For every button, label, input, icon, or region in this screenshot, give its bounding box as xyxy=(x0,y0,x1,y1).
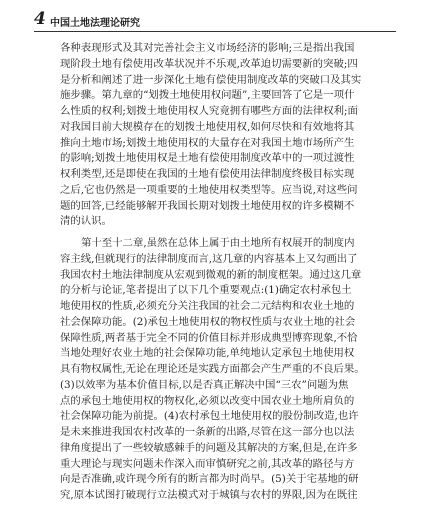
text-line: 当地处理好农业土地的社会保障功能,单纯地认定承包土地使用权 xyxy=(60,347,355,360)
page-number: 4 xyxy=(34,9,46,29)
text-line: 点的承包土地使用权的物权化,必须以改变中国农业土地所肩负的 xyxy=(60,394,355,407)
text-line: 保障性质,两者基于完全不同的价值目标并形成典型博弈现象,不恰 xyxy=(60,331,358,344)
text-line: 推向土地市场;划拨土地使用权的大量存在对我国土地市场所产生 xyxy=(60,136,355,149)
header-rule xyxy=(34,31,396,32)
text-line: 究,原本试图打破现行立法模式对于城镇与农村的界限,因为在既往 xyxy=(60,489,358,501)
text-line: 之后,它也仍然是一项重要的土地使用权类型等。应当说,对这些问 xyxy=(60,183,358,196)
text-line: 的影响;划拨土地使用权是土地有偿使用制度改革中的一项过渡性 xyxy=(60,152,355,165)
text-line: 地使用权的性质,必须充分关注我国的社会二元结构和农业土地的 xyxy=(60,300,355,312)
text-line: 重大理论与现实问题未作深入而审慎研究之前,其改革的路径与方 xyxy=(60,457,355,470)
text-line: 对我国目前大规模存在的划拨土地使用权,如何尽快和有效地将其 xyxy=(60,120,355,133)
text-line: 第十至十二章,虽然在总体上属于由土地所有权展开的制度内 xyxy=(81,237,355,249)
text-line: 权利类型,还是即使在我国的土地有偿使用法律制度终极目标实现 xyxy=(60,168,355,180)
text-line: 是未来推进我国农村改革的一条新的出路,尽管在这一部分也以法 xyxy=(60,426,355,438)
body-text xyxy=(60,41,392,504)
running-header xyxy=(34,9,396,30)
text-line: 向是否准确,或许现今所有的断言都为时尚早。(5)关于宅基地的研 xyxy=(60,473,359,486)
text-line: 律角度提出了一些较敏感棘手的问题及其解决的方案,但是,在许多 xyxy=(60,441,358,454)
text-line: 是分析和阐述了进一步深化土地有偿使用制度改革的突破口及其实 xyxy=(60,73,362,86)
text-line: 现阶段土地有偿使用改革状况并不乐观,改革迫切需要新的突破;四 xyxy=(60,57,358,70)
text-line: 么性质的权利;划拨土地使用权人究竟拥有哪些方面的法律权利;面 xyxy=(60,105,358,117)
text-line: 我国农村土地法律制度从宏观到微观的新的制度框架。通过这几章 xyxy=(60,268,362,281)
text-line: 各种表现形式及其对完善社会主义市场经济的影响;三是指出我国 xyxy=(60,42,355,54)
text-line: 的分析与论证,笔者提出了以下几个重要观点:(1)确定农村承包土 xyxy=(60,284,352,297)
text-line: 社会保障功能。(2)承包土地使用权的物权性质与农业土地的社会 xyxy=(60,315,356,328)
paragraph xyxy=(60,41,392,230)
text-line: 容主线,但就现行的法律制度而言,这几章的内容基本上又勾画出了 xyxy=(60,252,358,265)
paragraph xyxy=(60,236,392,504)
running-title: 中国土地法理论研究 xyxy=(50,18,140,29)
text-line: 社会保障功能为前提。(4)农村承包土地使用权的股份制改造,也许 xyxy=(60,410,359,423)
text-line: 题的回答,已经能够解开我国长期对划拨土地使用权的许多模糊不 xyxy=(60,199,355,212)
text-line: 具有物权属性,无论在理论还是实践方面都会产生严重的不良后果。 xyxy=(60,363,365,375)
text-line: 施步骤。第九章的“划拨土地使用权问题”,主要回答了它是一项什 xyxy=(60,89,355,102)
text-line: 清的认识。 xyxy=(60,215,112,228)
text-line: (3)以效率为基本价值目标,以是否真正解决中国“三农”问题为焦 xyxy=(60,378,349,391)
